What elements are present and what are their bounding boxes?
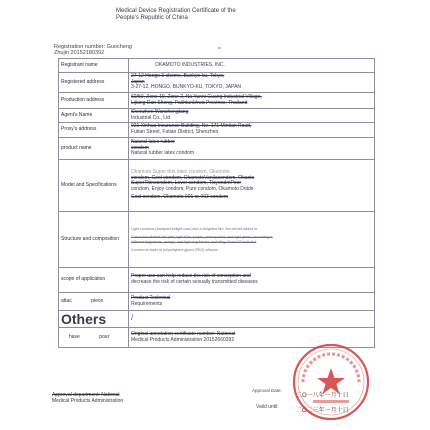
row-value-production-address xyxy=(129,93,375,109)
registered-address-line2: Japan xyxy=(131,78,145,85)
row-value-model-specifications xyxy=(129,160,375,212)
row-value-registered-address xyxy=(129,73,375,93)
approval-department-line2: Medical Products Administration xyxy=(52,398,124,404)
remarks-line1: Original annotation certificate number: National xyxy=(131,330,236,337)
approval-date-value: 二O一八年一月十日 xyxy=(296,393,349,399)
header-title-line1: Medical Device Registration Certificate of the xyxy=(116,8,236,14)
proxy-address-line2: Futian Street, Futian District, Shenzhen xyxy=(131,129,219,135)
approval-department-line1: Approval department: National xyxy=(52,392,120,398)
approval-department xyxy=(52,392,182,404)
certificate-header xyxy=(116,8,326,22)
structure-composition-line1: Light condoms (transparent/light rose) and a weighted film, the dot tint added to xyxy=(131,226,258,231)
registered-address-line1: 27-12 Hongo 3-chome, Bunkyo-ku, Tokyo, xyxy=(131,73,225,80)
model-specifications-line5: Cool condom, Okamoto 001 or 003 condom xyxy=(131,194,228,201)
row-value-attachment xyxy=(129,293,375,311)
table-row xyxy=(59,160,375,212)
row-value-proxy-address xyxy=(129,123,375,138)
row-value-structure-composition xyxy=(129,212,375,268)
row-label-registrant: Registrant name xyxy=(59,59,129,73)
product-name-line2: condom xyxy=(131,144,149,151)
row-value-scope-of-application xyxy=(129,268,375,293)
row-label-agent-name: Agent's Name xyxy=(59,109,129,123)
table-row xyxy=(59,138,375,160)
row-label-registered-address: Registered address xyxy=(59,73,129,93)
row-label-others: Others xyxy=(59,311,129,328)
approval-date-label: Approval Date: xyxy=(252,388,282,393)
row-label-remarks: have pour xyxy=(59,328,129,348)
row-label-product-name: product name xyxy=(59,138,129,160)
valid-until-label: Valid until: xyxy=(256,404,279,410)
structure-composition-line4: Condom is made of polyethylene glycol (PEG) silicone. xyxy=(131,247,219,252)
attachment-line2: Requirements xyxy=(131,300,163,307)
row-value-product-name xyxy=(129,138,375,160)
agent-name-line1: Shenzhen Wanshengtang xyxy=(131,108,189,115)
row-label-production-address: Production address xyxy=(59,93,129,109)
table-row xyxy=(59,93,375,109)
agent-name-line2: Industrial Co., Ltd xyxy=(131,114,171,121)
registration-number xyxy=(54,44,194,56)
certificate-table xyxy=(58,58,375,348)
attachment-line1: Product Technical xyxy=(131,294,171,301)
table-row xyxy=(59,311,375,328)
production-address-line1: 60/50, Zone 19, Zone 2, Na Yunni Guang Industrial Village, xyxy=(131,93,262,100)
row-label-model-specifications: Model and Specifications xyxy=(59,160,129,212)
registered-address-line3: 3-27-12, HONGO, BUNKYO-KU, TOKYO, JAPAN xyxy=(131,84,242,91)
model-specifications-line1: Okamoto Super thin latex condom, Okamoto xyxy=(131,169,230,176)
model-specifications-line2: condom, Cool condom, OkamotoVanilacondom, Okaoto xyxy=(131,174,255,181)
proxy-address-line1: 921 Xinhua Insurance Building, No. 171 Mintian Road, xyxy=(131,123,252,130)
row-label-proxy-address: Proxy's address xyxy=(59,123,129,138)
registration-number-line1: Registration number: Guocheng xyxy=(54,44,132,50)
valid-until-value: 二O二三年一月十日 xyxy=(296,408,349,414)
table-row xyxy=(59,123,375,138)
table-row xyxy=(59,109,375,123)
row-value-agent-name xyxy=(129,109,375,123)
table-row xyxy=(59,212,375,268)
scope-of-application-line1: Proper use can help reduce the risk of conception and xyxy=(131,273,251,280)
row-value-others: / xyxy=(129,311,375,328)
header-title-line2: People's Republic of China xyxy=(116,15,188,21)
scope-of-application-line2: decrease the risk of certain sexually transmitted diseases xyxy=(131,279,258,285)
registration-number-line2: Zhujin 20152180392 xyxy=(54,50,105,56)
model-specifications-line4: condom, Enjoy condom, Pure condom, Okamoto Dotde xyxy=(131,185,254,192)
official-seal-icon xyxy=(291,342,371,422)
row-label-attachment: attac piece xyxy=(59,293,129,311)
structure-composition-line3: different fragrances, orange, and light dog flavors; including Okam10Dotde Hot xyxy=(131,239,257,244)
row-value-registrant: OKAMOTO INDUSTRIES, INC. xyxy=(129,59,375,73)
row-label-structure-composition: Structure and composition xyxy=(59,212,129,268)
table-row xyxy=(59,59,375,73)
product-name-line1: Natural latex rubber xyxy=(131,139,175,146)
remarks-line2: Medical Products Administration 20152660392 xyxy=(131,336,235,343)
decorative-dot xyxy=(218,47,221,49)
table-row xyxy=(59,73,375,93)
structure-composition-line2: Colors are divided into pink, light blue, purple, primary color, and light green; according to xyxy=(131,235,273,240)
product-name-line3: Natural rubber latex condom xyxy=(131,150,195,157)
model-specifications-line3: SuperThincondom, Lover condom, TicyondmPoer xyxy=(131,180,242,187)
table-row xyxy=(59,268,375,293)
table-row xyxy=(59,293,375,311)
row-label-scope-of-application: scope of application xyxy=(59,268,129,293)
production-address-line2: Lijiang Dan Sheng, Pakhtunkhwa Province, Thailand xyxy=(131,99,248,106)
